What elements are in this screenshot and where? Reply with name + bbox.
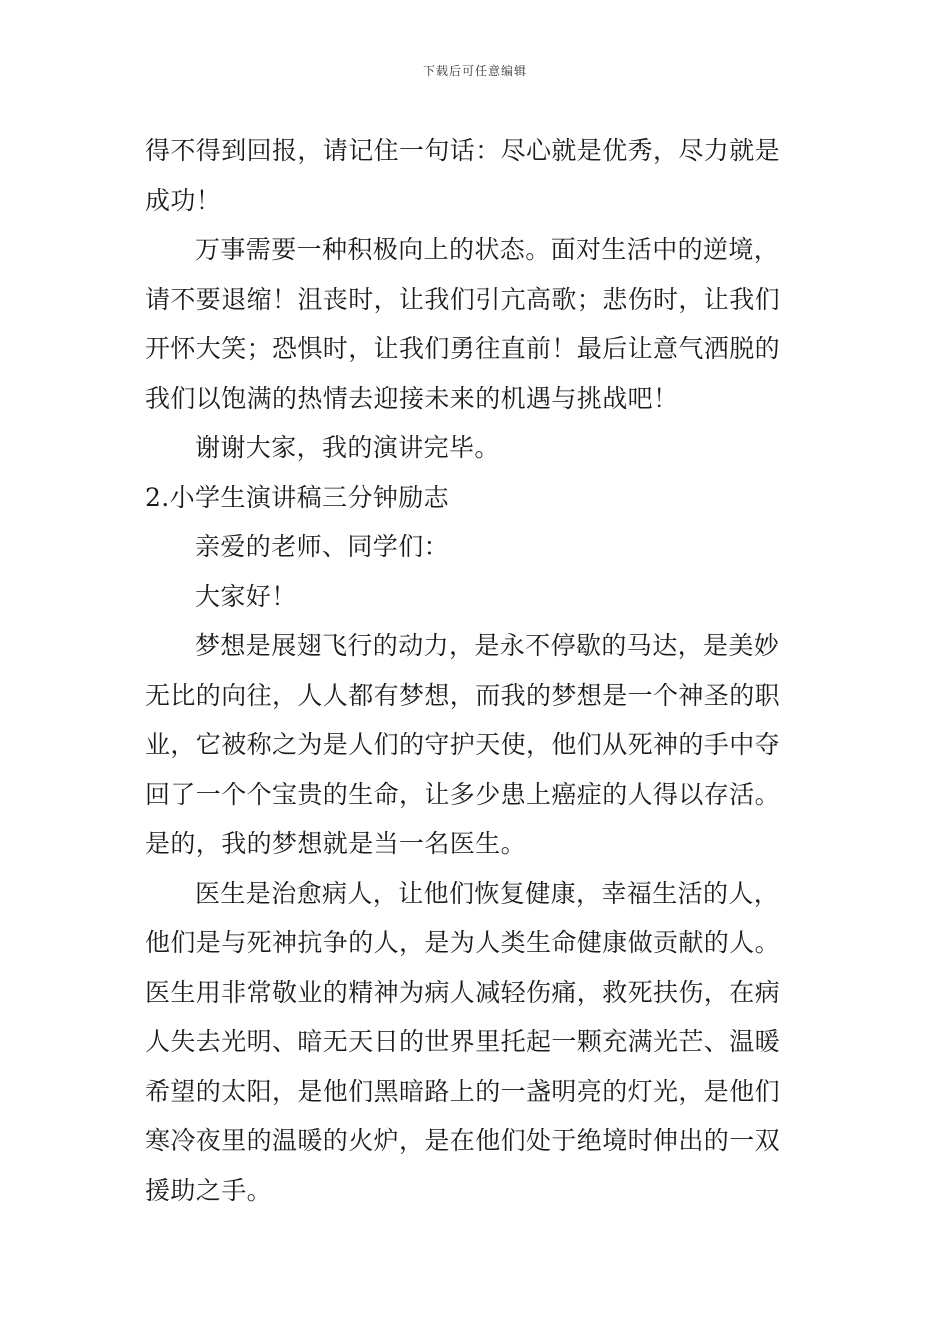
text-line: 援助之手。	[145, 1175, 273, 1205]
text-line: 是的，我的梦想就是当一名医生。	[145, 829, 527, 858]
text-line: 回了一个个宝贵的生命，让多少患上癌症的人得以存活。	[145, 779, 781, 809]
page-header: 下载后可任意编辑	[422, 64, 527, 78]
text-line: 请不要退缩！沮丧时，让我们引亢高歌；悲伤时，让我们	[145, 284, 781, 314]
text-line: 医生用非常敬业的精神为病人减轻伤痛，救死扶伤，在病	[145, 977, 781, 1007]
text-line: 业，它被称之为是人们的守护天使，他们从死神的手中夺	[145, 730, 781, 759]
text-line: 寒冷夜里的温暖的火炉，是在他们处于绝境时伸出的一双	[145, 1126, 781, 1155]
text-line: 万事需要一种积极向上的状态。面对生活中的逆境，	[195, 235, 780, 264]
text-line: 无比的向往，人人都有梦想，而我的梦想是一个神圣的职	[145, 680, 781, 710]
document-body	[145, 126, 810, 1215]
text-line: 2.小学生演讲稿三分钟励志	[145, 482, 450, 512]
text-line: 希望的太阳，是他们黑暗路上的一盏明亮的灯光，是他们	[145, 1076, 781, 1106]
text-line: 他们是与死神抗争的人，是为人类生命健康做贡献的人。	[145, 928, 781, 957]
text-line: 开怀大笑；恐惧时，让我们勇往直前！最后让意气洒脱的	[145, 334, 781, 363]
text-line: 大家好！	[195, 581, 297, 611]
text-line: 医生是治愈病人，让他们恢复健康，幸福生活的人，	[195, 878, 780, 908]
text-line: 谢谢大家，我的演讲完毕。	[195, 433, 500, 462]
text-line: 我们以饱满的热情去迎接未来的机遇与挑战吧！	[145, 383, 679, 413]
text-line: 人失去光明、暗无天日的世界里托起一颗充满光芒、温暖	[145, 1027, 781, 1056]
text-line: 梦想是展翅飞行的动力，是永不停歇的马达，是美妙	[195, 631, 780, 660]
text-line: 得不得到回报，请记住一句话：尽心就是优秀，尽力就是	[145, 136, 781, 165]
text-line: 亲爱的老师、同学们：	[195, 532, 450, 561]
text-line: 成功！	[145, 185, 222, 215]
